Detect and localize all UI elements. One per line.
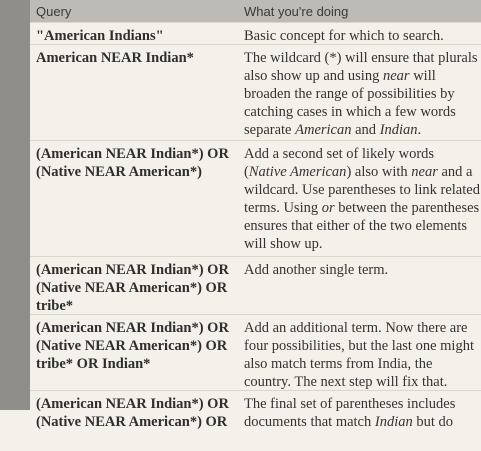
page-spine-bar [0,0,30,410]
query-column-header: Query [36,4,72,19]
table-row [30,22,481,44]
table-row [30,256,481,314]
query-cell: (American NEAR Indian*) OR (Native NEAR American*) OR [36,396,229,430]
query-cell: American NEAR Indian* [36,50,194,66]
description-cell: The final set of parentheses includes documents that match Indian but do [244,396,456,430]
search-query-table [30,0,481,451]
description-cell: The wildcard (*) will ensure that plurals also show up and using near will broaden the range of possibilities by catching cases in which a few words separate American and Indian. [244,50,478,138]
query-cell: (American NEAR Indian*) OR (Native NEAR American*) OR tribe* [36,262,229,314]
query-cell: (American NEAR Indian*) OR (Native NEAR American*) [36,146,229,180]
description-cell: Add an additional term. Now there are four possibilities, but the last one might also match terms from India, the country. The next step will fix that. [244,320,474,390]
table-row [30,140,481,256]
description-cell: Add another single term. [244,262,389,278]
doing-column-header: What you're doing [244,4,349,19]
table-row [30,390,481,451]
description-cell: Add a second set of likely words (Native American) also with near and a wildcard. Use parentheses to link related terms. Using or between the parentheses ensures that either of the two elements will show up. [244,146,480,252]
table-row [30,314,481,390]
table-header [30,0,481,22]
query-cell: "American Indians" [36,28,164,44]
description-cell: Basic concept for which to search. [244,28,444,44]
table-row [30,44,481,140]
query-cell: (American NEAR Indian*) OR (Native NEAR American*) OR tribe* OR Indian* [36,320,229,372]
